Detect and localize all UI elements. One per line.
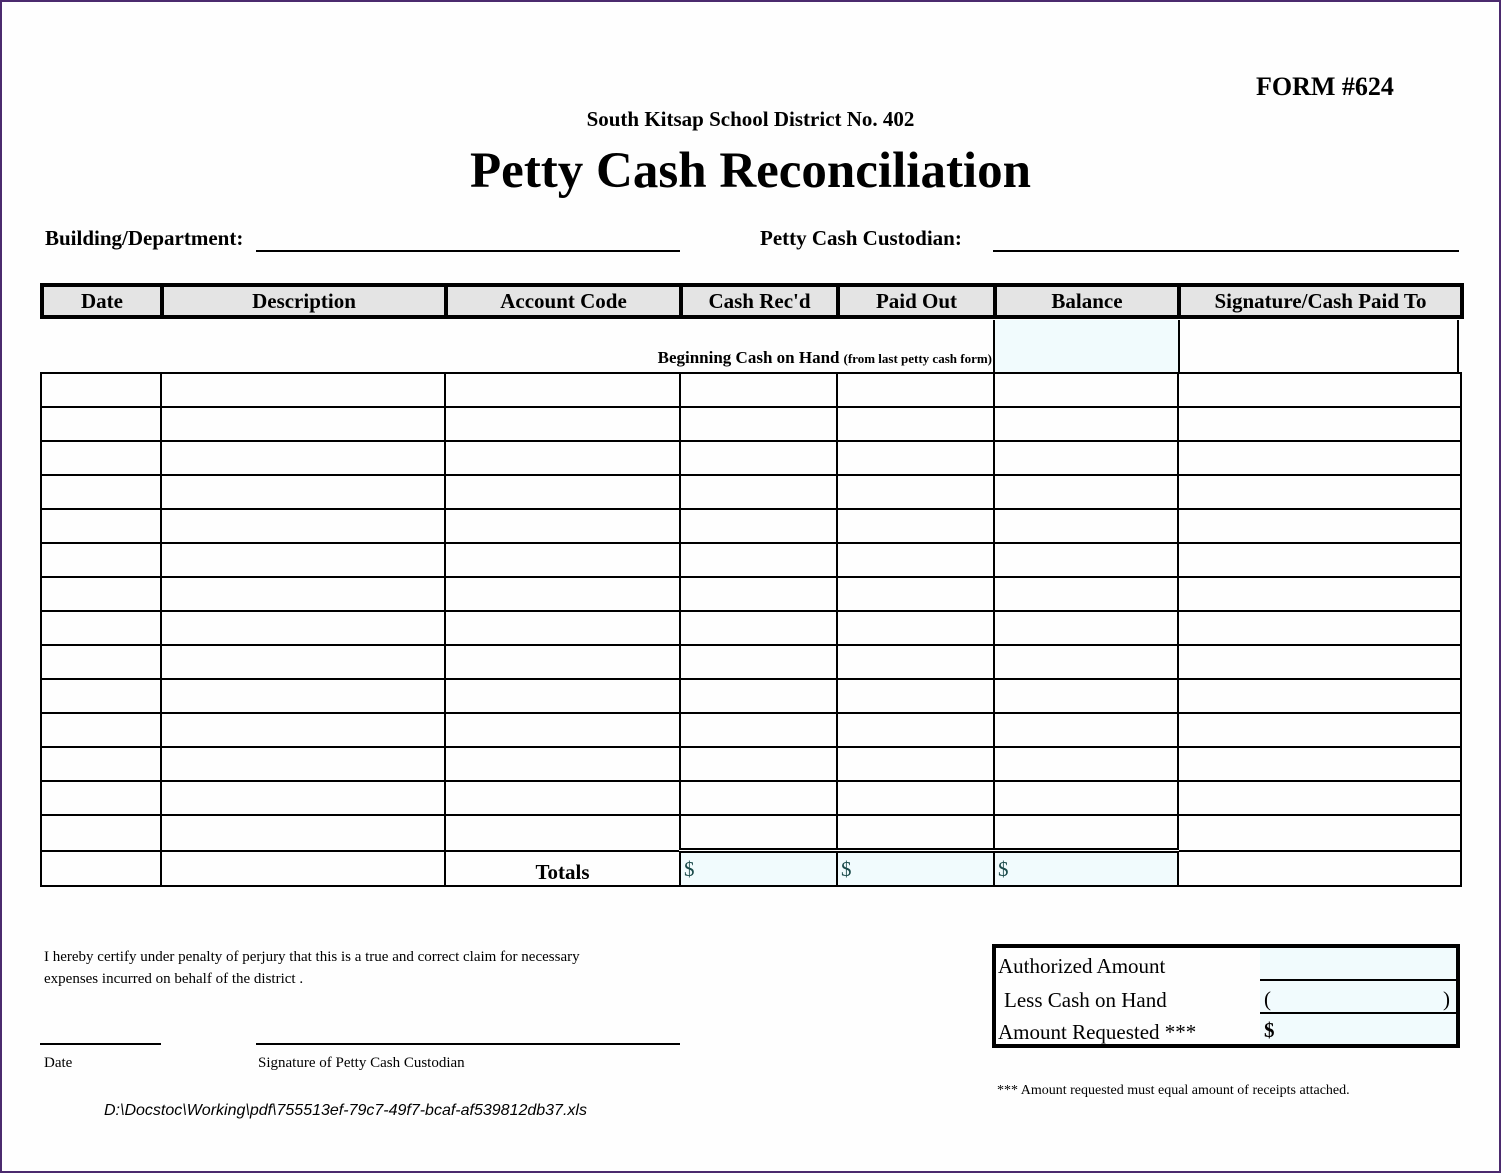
- description-cell[interactable]: [161, 475, 445, 509]
- account-code-cell[interactable]: [445, 781, 680, 815]
- account-code-cell[interactable]: [445, 679, 680, 713]
- totals-label: Totals: [445, 851, 680, 887]
- description-cell[interactable]: [161, 543, 445, 577]
- date-signature-line[interactable]: [40, 1043, 161, 1045]
- balance-cell[interactable]: [994, 645, 1178, 679]
- date-cell[interactable]: [41, 373, 161, 407]
- cash-recd-cell[interactable]: [680, 475, 837, 509]
- signature-column-border: [1457, 320, 1459, 372]
- cash-recd-cell[interactable]: [680, 509, 837, 543]
- column-header-description: Description: [162, 285, 446, 317]
- paid-out-cell[interactable]: [837, 781, 994, 815]
- balance-cell[interactable]: [994, 509, 1178, 543]
- description-cell[interactable]: [161, 577, 445, 611]
- paid-out-cell[interactable]: [837, 373, 994, 407]
- account-code-cell[interactable]: [445, 611, 680, 645]
- table-row: [41, 373, 1461, 407]
- signature-cell[interactable]: [1178, 475, 1461, 509]
- signature-cell[interactable]: [1178, 373, 1461, 407]
- table-row: [41, 679, 1461, 713]
- description-cell[interactable]: [161, 407, 445, 441]
- signature-cell[interactable]: [1178, 611, 1461, 645]
- paid-out-cell[interactable]: [837, 815, 994, 851]
- paid-out-cell[interactable]: [837, 475, 994, 509]
- table-row: [41, 747, 1461, 781]
- signature-cell[interactable]: [1178, 747, 1461, 781]
- signature-cell[interactable]: [1178, 441, 1461, 475]
- form-number: FORM #624: [1256, 72, 1394, 101]
- amount-requested-input[interactable]: $: [1264, 1018, 1275, 1042]
- date-cell[interactable]: [41, 747, 161, 781]
- account-code-cell[interactable]: [445, 509, 680, 543]
- authorized-amount-label: Authorized Amount: [998, 954, 1166, 978]
- cash-recd-cell[interactable]: [680, 645, 837, 679]
- date-cell[interactable]: [41, 611, 161, 645]
- column-header-cash-recd: Cash Rec'd: [681, 285, 838, 317]
- description-cell[interactable]: [161, 815, 445, 851]
- custodian-label: Petty Cash Custodian:: [760, 226, 962, 250]
- signature-cell[interactable]: [1178, 645, 1461, 679]
- totals-row: [41, 851, 1461, 887]
- file-path: D:\Docstoc\Working\pdf\755513ef-79c7-49f7-bcaf-af539812db37.xls: [104, 1102, 587, 1119]
- date-cell[interactable]: [41, 475, 161, 509]
- balance-cell[interactable]: [994, 611, 1178, 645]
- account-code-cell[interactable]: [445, 407, 680, 441]
- account-code-cell[interactable]: [445, 815, 680, 851]
- certification-text: I hereby certify under penalty of perjury that this is a true and correct claim for necessary expenses incurred on behalf of the district .: [44, 949, 580, 987]
- balance-cell[interactable]: [994, 407, 1178, 441]
- signature-label: Signature of Petty Cash Custodian: [258, 1055, 465, 1071]
- date-cell[interactable]: [41, 543, 161, 577]
- balance-cell[interactable]: [994, 713, 1178, 747]
- description-cell[interactable]: [161, 645, 445, 679]
- table-row: [41, 509, 1461, 543]
- amount-requested-label: Amount Requested ***: [998, 1020, 1197, 1044]
- table-row: [41, 645, 1461, 679]
- balance-cell[interactable]: [994, 747, 1178, 781]
- balance-cell[interactable]: [994, 815, 1178, 851]
- account-code-cell[interactable]: [445, 645, 680, 679]
- balance-cell[interactable]: [994, 373, 1178, 407]
- account-code-cell[interactable]: [445, 543, 680, 577]
- description-cell[interactable]: [161, 441, 445, 475]
- date-cell[interactable]: [41, 645, 161, 679]
- column-header-paid-out: Paid Out: [838, 285, 995, 317]
- custodian-field[interactable]: [993, 250, 1459, 252]
- cash-recd-cell[interactable]: [680, 611, 837, 645]
- date-cell[interactable]: [41, 781, 161, 815]
- description-cell[interactable]: [161, 611, 445, 645]
- balance-cell[interactable]: [994, 577, 1178, 611]
- beginning-cash-label: Beginning Cash on Hand (from last petty cash form): [657, 348, 992, 367]
- cash-recd-cell[interactable]: [680, 747, 837, 781]
- total-cash-recd[interactable]: $: [680, 851, 837, 887]
- account-code-cell[interactable]: [445, 713, 680, 747]
- cash-recd-cell[interactable]: [680, 373, 837, 407]
- date-cell[interactable]: [41, 679, 161, 713]
- paid-out-cell[interactable]: [837, 441, 994, 475]
- building-department-field[interactable]: [256, 250, 680, 252]
- cash-recd-cell[interactable]: [680, 543, 837, 577]
- description-cell[interactable]: [161, 713, 445, 747]
- table-row: [41, 407, 1461, 441]
- balance-cell[interactable]: [994, 543, 1178, 577]
- date-cell[interactable]: [41, 407, 161, 441]
- table-row: [41, 713, 1461, 747]
- table-row: [41, 781, 1461, 815]
- totals-signature-cell: [1178, 851, 1461, 887]
- table-row: [41, 611, 1461, 645]
- signature-cell[interactable]: [1178, 577, 1461, 611]
- building-department-label: Building/Department:: [45, 226, 244, 250]
- date-label: Date: [44, 1055, 73, 1071]
- balance-cell[interactable]: [994, 475, 1178, 509]
- paid-out-cell[interactable]: [837, 679, 994, 713]
- signature-cell[interactable]: [1178, 407, 1461, 441]
- date-cell[interactable]: [41, 815, 161, 851]
- total-paid-out[interactable]: $: [837, 851, 994, 887]
- account-code-cell[interactable]: [445, 577, 680, 611]
- cash-recd-cell[interactable]: [680, 577, 837, 611]
- paid-out-cell[interactable]: [837, 577, 994, 611]
- column-header-signature: Signature/Cash Paid To: [1179, 285, 1462, 317]
- cash-recd-cell[interactable]: [680, 713, 837, 747]
- cash-recd-cell[interactable]: [680, 679, 837, 713]
- description-cell[interactable]: [161, 781, 445, 815]
- paid-out-cell[interactable]: [837, 611, 994, 645]
- summary-footnote: *** Amount requested must equal amount of receipts attached.: [997, 1083, 1350, 1098]
- table-row: [41, 543, 1461, 577]
- balance-cell[interactable]: [994, 441, 1178, 475]
- total-balance[interactable]: $: [994, 851, 1178, 887]
- paid-out-cell[interactable]: [837, 747, 994, 781]
- table-row: [41, 815, 1461, 851]
- summary-box: [992, 944, 1460, 1048]
- beginning-cash-input[interactable]: [993, 320, 1180, 372]
- account-code-cell[interactable]: [445, 441, 680, 475]
- district-name: South Kitsap School District No. 402: [586, 107, 915, 131]
- signature-cell[interactable]: [1178, 679, 1461, 713]
- table-row: [41, 441, 1461, 475]
- totals-date-cell: [41, 851, 161, 887]
- custodian-signature-line[interactable]: [256, 1043, 680, 1045]
- paid-out-cell[interactable]: [837, 543, 994, 577]
- cash-recd-cell[interactable]: [680, 781, 837, 815]
- cash-recd-cell[interactable]: [680, 815, 837, 851]
- balance-cell[interactable]: [994, 679, 1178, 713]
- paid-out-cell[interactable]: [837, 509, 994, 543]
- cash-recd-cell[interactable]: [680, 407, 837, 441]
- cash-recd-cell[interactable]: [680, 441, 837, 475]
- paid-out-cell[interactable]: [837, 645, 994, 679]
- signature-cell[interactable]: [1178, 543, 1461, 577]
- date-cell[interactable]: [41, 577, 161, 611]
- description-cell[interactable]: [161, 747, 445, 781]
- description-cell[interactable]: [161, 373, 445, 407]
- column-header-balance: Balance: [995, 285, 1179, 317]
- signature-cell[interactable]: [1178, 713, 1461, 747]
- balance-cell[interactable]: [994, 781, 1178, 815]
- page-title: Petty Cash Reconciliation: [470, 143, 1031, 199]
- table-row: [41, 475, 1461, 509]
- description-cell[interactable]: [161, 679, 445, 713]
- signature-cell[interactable]: [1178, 781, 1461, 815]
- date-cell[interactable]: [41, 441, 161, 475]
- paid-out-cell[interactable]: [837, 407, 994, 441]
- less-cash-label: Less Cash on Hand: [1004, 988, 1167, 1012]
- authorized-amount-input[interactable]: [1260, 948, 1456, 981]
- date-cell[interactable]: [41, 713, 161, 747]
- account-code-cell[interactable]: [445, 475, 680, 509]
- table-header: [40, 283, 1464, 319]
- account-code-cell[interactable]: [445, 373, 680, 407]
- less-cash-input[interactable]: ( ): [1260, 981, 1456, 1014]
- account-code-cell[interactable]: [445, 747, 680, 781]
- column-header-date: Date: [42, 285, 162, 317]
- paid-out-cell[interactable]: [837, 713, 994, 747]
- date-cell[interactable]: [41, 509, 161, 543]
- signature-cell[interactable]: [1178, 815, 1461, 851]
- ledger-table: [40, 372, 1462, 887]
- table-row: [41, 577, 1461, 611]
- column-header-account-code: Account Code: [446, 285, 681, 317]
- signature-cell[interactable]: [1178, 509, 1461, 543]
- description-cell[interactable]: [161, 509, 445, 543]
- totals-description-cell: [161, 851, 445, 887]
